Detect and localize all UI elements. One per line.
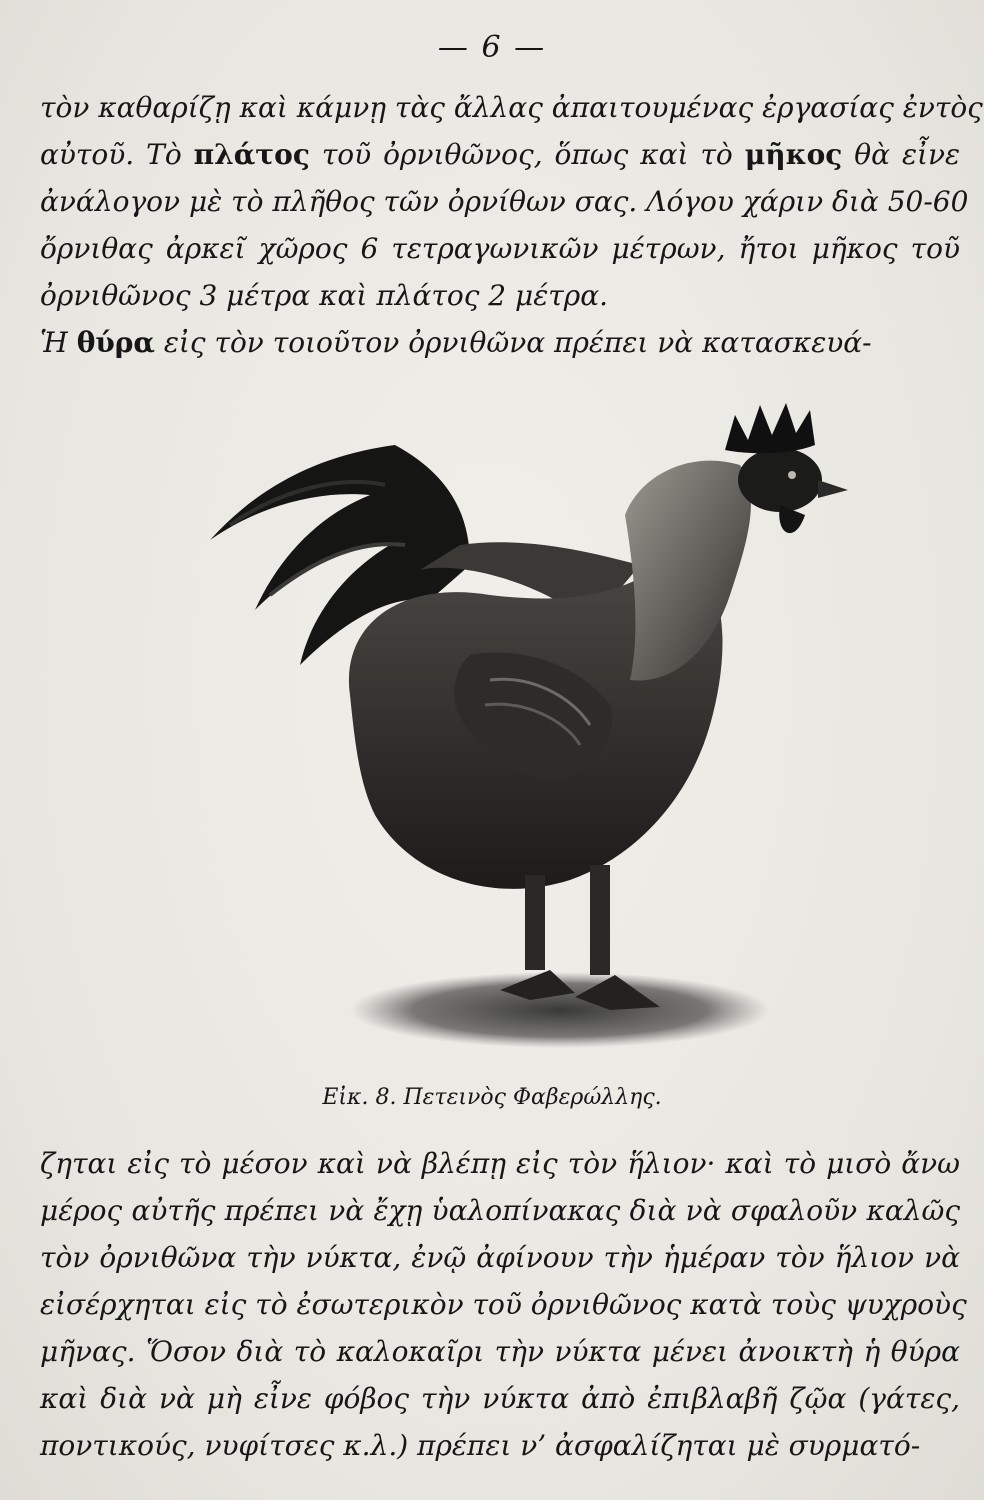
text-line: αὐτοῦ. Τὸ πλάτος τοῦ ὀρνιθῶνος, ὅπως καὶ τὸ μῆκος θὰ εἶνε bbox=[40, 138, 960, 171]
bold-term: θύρα bbox=[76, 326, 155, 359]
bold-term: πλάτος bbox=[193, 138, 310, 171]
text-line: τὸν ὀρνιθῶνα τὴν νύκτα, ἐνῷ ἀφίνουν τὴν ἡμέραν τὸν ἥλιον νὰ bbox=[40, 1241, 960, 1274]
text-line: ὄρνιθας ἀρκεῖ χῶρος 6 τετραγωνικῶν μέτρων, ἤτοι μῆκος τοῦ bbox=[40, 232, 960, 265]
paragraph-top bbox=[40, 84, 983, 366]
bold-term: μῆκος bbox=[744, 138, 843, 171]
text-line: ἀνάλογον μὲ τὸ πλῆθος τῶν ὀρνίθων σας. Λόγου χάριν διὰ 50-60 bbox=[40, 185, 969, 218]
text-line: ὀρνιθῶνος 3 μέτρα καὶ πλάτος 2 μέτρα. bbox=[40, 279, 608, 312]
rooster-illustration-icon bbox=[170, 395, 850, 1055]
text-line: καὶ διὰ νὰ μὴ εἶνε φόβος τὴν νύκτα ἀπὸ ἐπιβλαβῆ ζῷα (γάτες, bbox=[40, 1382, 960, 1415]
text-line: μέρος αὐτῆς πρέπει νὰ ἔχῃ ὑαλοπίνακας διὰ νὰ σφαλοῦν καλῶς bbox=[40, 1194, 960, 1227]
text-line: Ἡ θύρα εἰς τὸν τοιοῦτον ὀρνιθῶνα πρέπει νὰ κατασκευά- bbox=[40, 326, 872, 359]
figure-rooster bbox=[170, 395, 850, 1055]
paragraph-bottom bbox=[40, 1140, 967, 1469]
figure-caption: Εἰκ. 8. Πετεινὸς Φαβερώλλης. bbox=[322, 1085, 662, 1110]
page-number: — 6 — bbox=[437, 30, 547, 65]
text-line: μῆνας. Ὅσον διὰ τὸ καλοκαῖρι τὴν νύκτα μένει ἀνοικτὴ ἡ θύρα bbox=[40, 1335, 960, 1368]
text-line: εἰσέρχηται εἰς τὸ ἐσωτερικὸν τοῦ ὀρνιθῶνος κατὰ τοὺς ψυχροὺς bbox=[40, 1288, 967, 1321]
text-line: τὸν καθαρίζῃ καὶ κάμνῃ τὰς ἄλλας ἀπαιτουμένας ἐργασίας ἐντὸς bbox=[40, 91, 983, 124]
text-line: ζηται εἰς τὸ μέσον καὶ νὰ βλέπῃ εἰς τὸν ἥλιον· καὶ τὸ μισὸ ἄνω bbox=[40, 1147, 960, 1180]
text-line: ποντικούς, νυφίτσες κ.λ.) πρέπει ν’ ἀσφαλίζηται μὲ συρματό- bbox=[40, 1429, 921, 1462]
